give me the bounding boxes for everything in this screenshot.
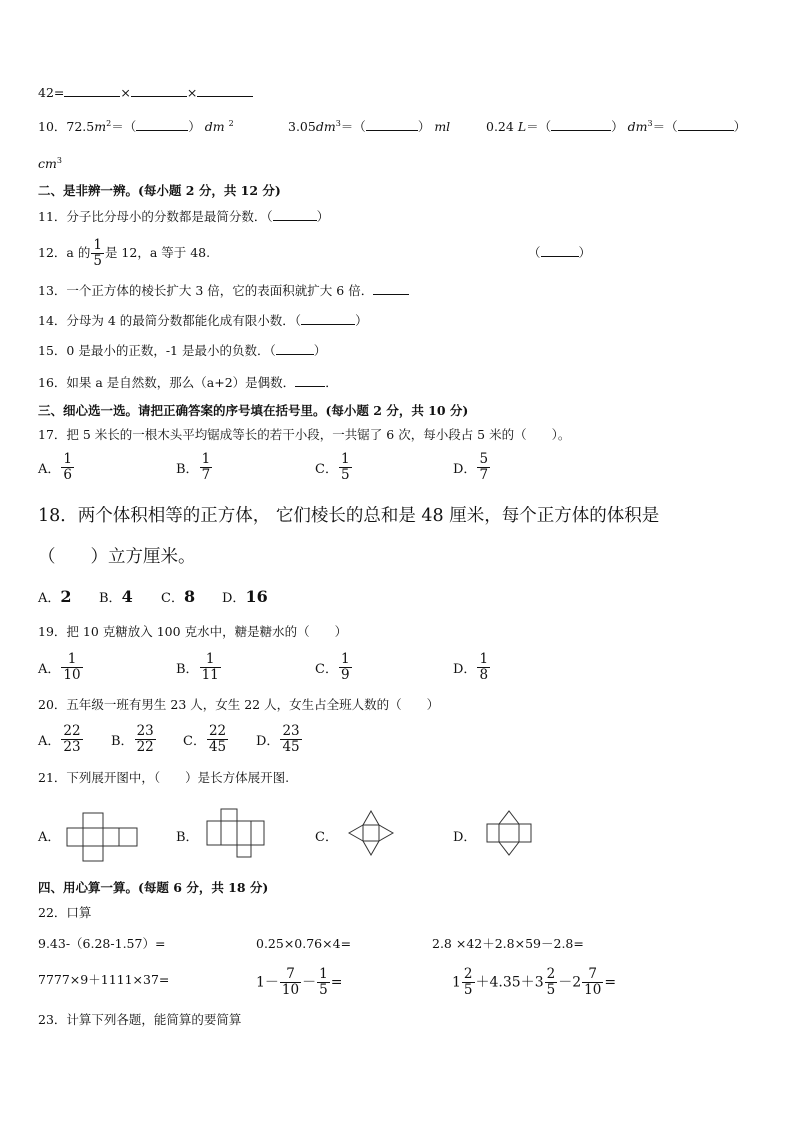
q16	[38, 374, 338, 391]
denominator: 23	[63, 739, 81, 755]
unit-l: L	[517, 119, 527, 135]
fraction	[462, 967, 475, 998]
denominator: 8	[479, 667, 489, 683]
numerator: 1	[340, 651, 350, 667]
sup: 3	[647, 119, 653, 128]
q18-option-b[interactable]	[99, 587, 133, 606]
paren: ）	[316, 209, 330, 224]
sup: 2	[106, 119, 112, 128]
section-4-heading: 四、用心算一算。(每题 6 分，共 18 分)	[38, 880, 269, 895]
net-option-d-figure[interactable]	[486, 810, 532, 856]
q11	[38, 208, 329, 225]
fraction	[200, 452, 213, 483]
option-label: A．	[38, 462, 61, 477]
q9-tail	[38, 84, 253, 101]
denominator: 5	[546, 982, 556, 998]
paren: ）	[417, 119, 431, 135]
blank-2[interactable]	[131, 84, 187, 97]
q16-text: 16．如果 a 是自然数，那么（a+2）是偶数．	[38, 375, 296, 390]
net-option-a-figure[interactable]	[66, 812, 138, 862]
equals: =	[330, 974, 343, 991]
paren: ）	[578, 245, 592, 260]
blank[interactable]	[541, 244, 579, 257]
sup: 3	[335, 119, 341, 128]
option-value: 8	[183, 587, 196, 606]
q19-option-c[interactable]	[315, 652, 353, 683]
option-label: C．	[315, 662, 338, 677]
q17-option-d[interactable]	[453, 452, 491, 483]
q14	[38, 312, 368, 329]
fraction	[61, 724, 82, 755]
eq: ＝（	[526, 119, 552, 135]
q13	[38, 282, 409, 299]
q20-option-d[interactable]	[256, 724, 303, 755]
q19-option-d[interactable]	[453, 652, 491, 683]
blank[interactable]	[373, 282, 409, 295]
q10-cm	[38, 153, 62, 172]
fraction	[280, 724, 301, 755]
option-value: 4	[121, 587, 133, 606]
fraction	[207, 724, 228, 755]
q20-option-b[interactable]	[111, 724, 157, 755]
denominator: 9	[340, 667, 350, 683]
option-label: B．	[99, 591, 122, 606]
net-option-b-figure[interactable]	[206, 808, 266, 858]
denominator: 45	[208, 739, 227, 755]
denominator: 5	[319, 982, 328, 998]
q22-expr-5	[256, 962, 342, 1002]
q22-expr-6	[452, 962, 616, 1002]
q17-option-b[interactable]	[176, 452, 213, 483]
paren: ）	[733, 119, 747, 135]
unit-dm: dm	[627, 119, 648, 135]
q18-line2: （ ）立方厘米。	[38, 547, 196, 567]
fraction	[91, 238, 104, 269]
option-label: B．	[111, 734, 134, 749]
q15	[38, 342, 326, 359]
denominator: 10	[63, 667, 81, 683]
paren: ）	[313, 343, 327, 358]
blank[interactable]	[551, 118, 611, 131]
blank[interactable]	[136, 118, 188, 131]
paren: ）	[355, 313, 368, 328]
eq: ＝（	[340, 119, 366, 135]
numerator: 2	[546, 966, 556, 982]
option-label: D．	[222, 591, 246, 606]
period: ．	[325, 375, 338, 390]
option-label: B．	[176, 662, 199, 677]
times-sign: ×	[186, 85, 198, 100]
denominator: 7	[201, 467, 211, 483]
option-value: 2	[60, 587, 72, 606]
section-3-heading: 三、细心选一选。请把正确答案的序号填在括号里。(每小题 2 分，共 10 分)	[38, 403, 469, 418]
fraction	[280, 967, 301, 998]
numerator: 1	[63, 451, 72, 467]
fraction	[135, 724, 156, 755]
denominator: 6	[63, 467, 72, 483]
numerator: 22	[208, 723, 227, 739]
denominator: 10	[281, 982, 300, 998]
q18-option-c[interactable]	[161, 587, 195, 606]
denominator: 22	[136, 739, 154, 755]
q21-label-d: D．	[453, 830, 477, 845]
sup: 3	[56, 156, 62, 165]
q19-option-b[interactable]	[176, 652, 222, 683]
q21-label-b: B．	[176, 830, 199, 845]
q23-text: 23．计算下列各题，能简算的要简算	[38, 1012, 242, 1027]
fraction	[317, 967, 330, 998]
q12-answer	[528, 244, 591, 261]
minus: －	[302, 974, 317, 991]
blank[interactable]	[276, 342, 314, 355]
unit-dm: dm	[204, 119, 225, 135]
denominator: 5	[93, 253, 102, 269]
unit-ml: ml	[434, 119, 451, 135]
q12	[38, 238, 210, 269]
option-value: 16	[245, 587, 268, 606]
q20-option-c[interactable]	[183, 724, 229, 755]
denominator: 7	[479, 467, 489, 483]
blank[interactable]	[301, 312, 355, 325]
blank[interactable]	[295, 374, 325, 387]
q10-part2	[288, 116, 450, 135]
numerator: 7	[280, 967, 301, 983]
q18-option-a[interactable]	[38, 587, 72, 606]
equals: =	[604, 974, 617, 991]
option-label: C．	[315, 462, 338, 477]
q22-expr-4: 7777×9＋1111×37=	[38, 972, 170, 987]
value: 0.24	[486, 119, 514, 135]
q17-option-a[interactable]	[38, 452, 75, 483]
q21-label-a: A．	[38, 830, 61, 845]
q15-text: 15．0 是最小的正数，-1 是最小的负数．（	[38, 343, 276, 358]
q12-pre: 12．a 的	[38, 245, 91, 260]
denominator: 5	[340, 467, 350, 483]
numerator: 2	[463, 966, 473, 982]
value: 3.05	[288, 119, 316, 135]
whole-part: 1	[452, 974, 461, 991]
fraction	[339, 452, 352, 483]
unit-m: m	[94, 119, 107, 135]
q22-title: 22．口算	[38, 905, 92, 920]
expr-part: 1－	[256, 974, 279, 991]
fraction	[477, 452, 490, 483]
numerator: 23	[136, 723, 154, 739]
fraction	[545, 967, 558, 998]
q10-part1	[38, 116, 234, 135]
blank[interactable]	[273, 208, 317, 221]
paren: ）	[188, 119, 201, 135]
q9-text: 42=	[38, 85, 65, 100]
numerator: 1	[479, 651, 489, 667]
expr-part: ＋4.35＋	[475, 974, 535, 991]
option-label: D．	[453, 462, 477, 477]
numerator: 1	[340, 451, 350, 467]
blank[interactable]	[678, 118, 734, 131]
denominator: 45	[282, 739, 300, 755]
q22-expr-2: 0.25×0.76×4=	[256, 936, 352, 951]
q10-part3	[486, 116, 746, 135]
q19-text: 19．把 10 克糖放入 100 克水中，糖是糖水的（ ）	[38, 624, 348, 639]
denominator: 10	[584, 982, 602, 998]
paren: （	[528, 245, 541, 260]
q20-option-a[interactable]	[38, 724, 84, 755]
whole-part: 3	[534, 974, 544, 991]
q17-option-c[interactable]	[315, 452, 353, 483]
fraction	[61, 452, 74, 483]
fraction	[477, 652, 490, 683]
section-2-heading: 二、是非辨一辨。(每小题 2 分，共 12 分)	[38, 183, 281, 198]
net-option-c-figure[interactable]	[348, 810, 394, 856]
option-label: A．	[38, 591, 61, 606]
q11-text: 11．分子比分母小的分数都是最简分数．（	[38, 209, 273, 224]
numerator: 5	[479, 451, 489, 467]
unit-dm: dm	[315, 119, 336, 135]
unit-cm: cm	[38, 156, 57, 172]
paren: ）	[611, 119, 624, 135]
numerator: 23	[282, 723, 300, 739]
option-label: B．	[176, 462, 199, 477]
q14-text: 14．分母为 4 的最简分数都能化成有限小数．（	[38, 313, 302, 328]
denominator: 5	[463, 982, 473, 998]
q17-text: 17．把 5 米长的一根木头平均锯成等长的若干小段，一共锯了 6 次，每小段占 5 米的（ ）。	[38, 427, 571, 442]
option-label: A．	[38, 734, 61, 749]
times-sign: ×	[120, 85, 131, 100]
denominator: 11	[201, 667, 219, 683]
q19-option-a[interactable]	[38, 652, 84, 683]
numerator: 1	[319, 966, 328, 982]
minus: －	[558, 974, 573, 991]
q20-text: 20．五年级一班有男生 23 人，女生 22 人，女生占全班人数的（ ）	[38, 697, 440, 712]
fraction	[61, 652, 82, 683]
option-label: D．	[256, 734, 280, 749]
numerator: 7	[582, 967, 603, 983]
option-label: D．	[453, 662, 477, 677]
q12-post: 是 12，a 等于 48.	[104, 245, 211, 260]
q21-label-c: C．	[315, 830, 338, 845]
sup: 2	[228, 119, 234, 128]
blank-3[interactable]	[197, 84, 253, 97]
eq: ＝（	[111, 119, 137, 135]
eq: ＝（	[652, 119, 678, 135]
fraction	[200, 652, 221, 683]
numerator: 1	[200, 652, 221, 668]
numerator: 22	[63, 723, 81, 739]
q22-expr-1: 9.43-（6.28-1.57）=	[38, 936, 166, 951]
q13-text: 13．一个正方体的棱长扩大 3 倍，它的表面积就扩大 6 倍．	[38, 283, 374, 298]
option-label: C．	[183, 734, 206, 749]
q10-number: 10．72.5	[38, 119, 95, 135]
q22-expr-3: 2.8 ×42＋2.8×59－2.8=	[432, 936, 584, 951]
numerator: 1	[201, 451, 211, 467]
option-label: A．	[38, 662, 61, 677]
q18-option-d[interactable]	[222, 587, 268, 606]
blank[interactable]	[366, 118, 418, 131]
numerator: 1	[61, 652, 82, 668]
numerator: 1	[93, 237, 102, 253]
q18-line1: 18．两个体积相等的正方体， 它们棱长的总和是 48 厘米，每个正方体的体积是	[38, 506, 660, 526]
blank-1[interactable]	[64, 84, 120, 97]
q21-text: 21．下列展开图中，（ ）是长方体展开图.	[38, 770, 290, 785]
fraction	[339, 652, 352, 683]
fraction	[582, 967, 603, 998]
option-label: C．	[161, 591, 184, 606]
whole-part: 2	[572, 974, 582, 991]
